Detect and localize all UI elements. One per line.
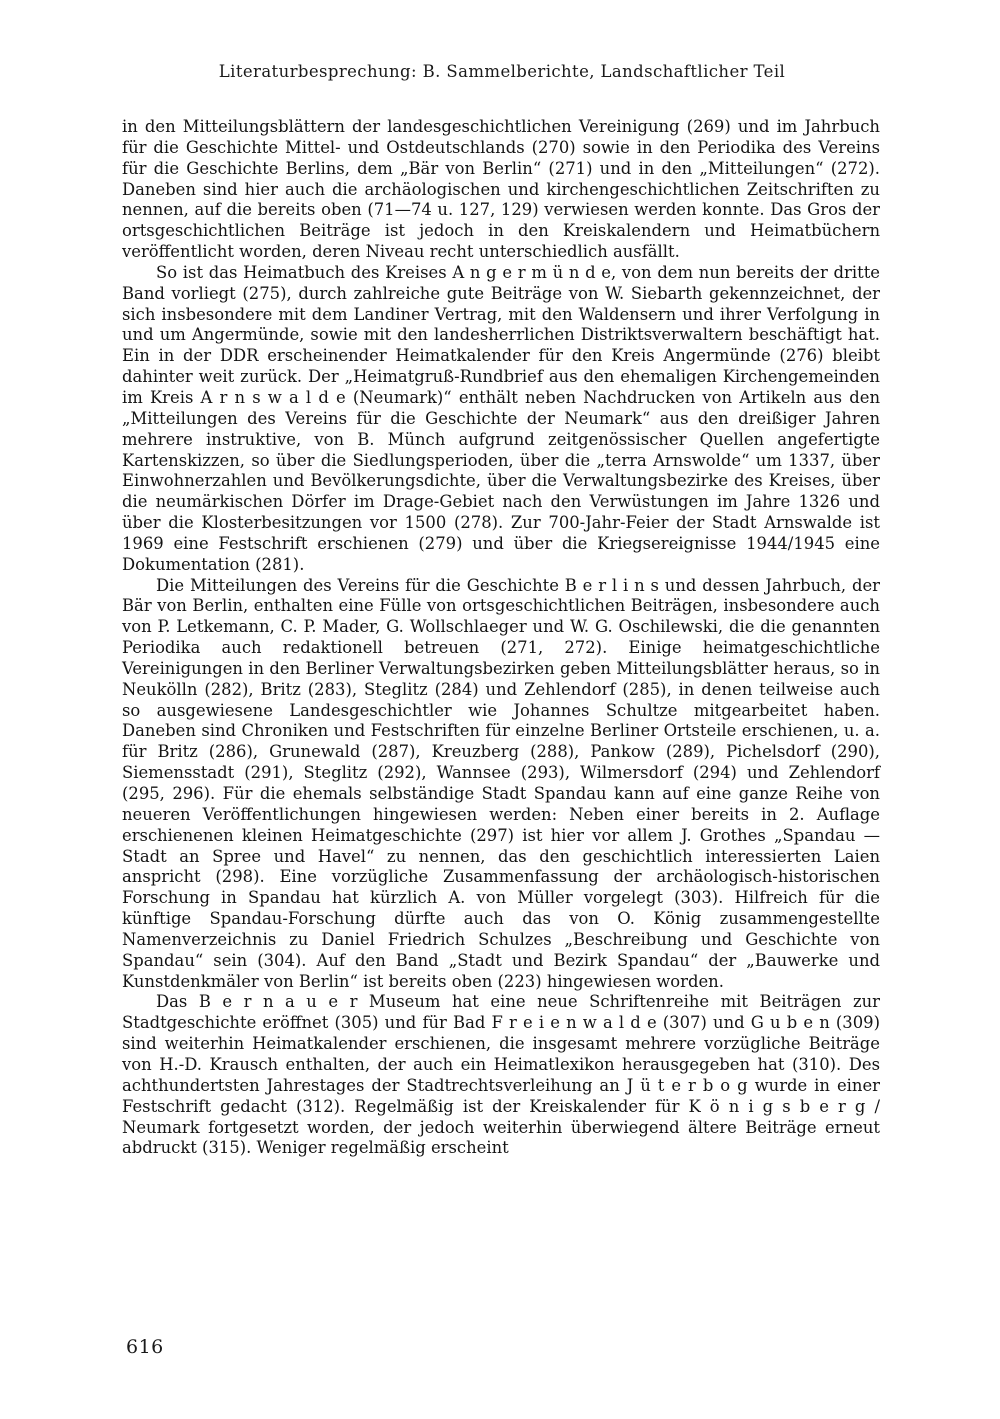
page-number: 616	[126, 1336, 164, 1358]
paragraph-continuation: in den Mitteilungsblättern der landesgeschichtlichen Vereinigung (269) und im Jahrbuch für die Geschichte Mittel- und Ostdeutschlands (270) sowie in den Periodika des Vereins für die Geschichte Berlins, dem „Bär von Berlin“ (271) und in den „Mitteilungen“ (272). Daneben sind hier auch die archäologischen und kirchengeschichtlichen Zeitschriften zu nennen, auf die bereits oben (71—74 u. 127, 129) verwiesen werden konnte. Das Gros der ortsgeschichtlichen Beiträge ist jedoch in den Kreiskalendern und Heimatbüchern veröffentlicht worden, deren Niveau recht unterschiedlich ausfällt.	[122, 117, 880, 262]
paragraph-angermuende: So ist das Heimatbuch des Kreises A n g e r m ü n d e, von dem nun bereits der dritte Band vorliegt (275), durch zahlreiche gute Beiträge von W. Siebarth gekennzeichnet, der sich insbesondere mit dem Landiner Vertrag, mit den Waldensern und ihrer Verfolgung in und um Angermünde, sowie mit den landesherrlichen Distriktsverwaltern beschäftigt hat. Ein in der DDR erscheinender Heimatkalender für den Kreis Angermünde (276) bleibt dahinter weit zurück. Der „Heimatgruß-Rundbrief aus den ehemaligen Kirchengemeinden im Kreis A r n s w a l d e (Neumark)“ enthält neben Nachdrucken von Artikeln aus den „Mitteilungen des Vereins für die Geschichte der Neumark“ aus den dreißiger Jahren mehrere instruktive, von B. Münch aufgrund zeitgenössischer Quellen angefertigte Kartenskizzen, so über die Siedlungsperioden, über die „terra Arnswolde“ um 1337, über Einwohnerzahlen und Bevölkerungsdichte, über die Verwaltungsbezirke des Kreises, über die neumärkischen Dörfer im Drage-Gebiet nach den Verwüstungen im Jahre 1326 und über die Klosterbesitzungen vor 1500 (278). Zur 700-Jahr-Feier der Stadt Arnswalde ist 1969 eine Festschrift erschienen (279) und über die Kriegsereignisse 1944/1945 eine Dokumentation (281).	[122, 262, 880, 574]
running-header: Literaturbesprechung: B. Sammelberichte, Landschaftlicher Teil	[218, 62, 786, 81]
paragraph-bernau: Das B e r n a u e r Museum hat eine neue Schriftenreihe mit Beiträgen zur Stadtgeschichte eröffnet (305) und für Bad F r e i e n w a l d e (307) und G u b e n (309) sind weiterhin Heimatkalender erschienen, die insgesamt mehrere vorzügliche Beiträge von H.-D. Krausch enthalten, der auch ein Heimatlexikon herausgegeben hat (310). Des achthundertsten Jahrestages der Stadtrechtsverleihung an J ü t e r b o g wurde in einer Festschrift gedacht (312). Regelmäßig ist der Kreiskalender für K ö n i g s b e r g / Neumark fortgesetzt worden, der jedoch weiterhin überwiegend ältere Beiträge erneut abdruckt (315). Weniger regelmäßig erscheint	[122, 992, 880, 1158]
paragraph-berlin: Die Mitteilungen des Vereins für die Geschichte B e r l i n s und dessen Jahrbuch, der Bär von Berlin, enthalten eine Fülle von ortsgeschichtlichen Beiträgen, insbesondere auch von P. Letkemann, C. P. Mader, G. Wollschlaeger und W. G. Oschilewski, die die genannten Periodika auch redaktionell betreuen (271, 272). Einige heimatgeschichtliche Vereinigungen in den Berliner Verwaltungsbezirken geben Mitteilungsblätter heraus, so in Neukölln (282), Britz (283), Steglitz (284) und Zehlendorf (285), in denen teilweise auch so ausgewiesene Landesgeschichtler wie Johannes Schultze mitgearbeitet haben. Daneben sind Chroniken und Festschriften für einzelne Berliner Ortsteile erschienen, u. a. für Britz (286), Grunewald (287), Kreuzberg (288), Pankow (289), Pichelsdorf (290), Siemensstadt (291), Steglitz (292), Wannsee (293), Wilmersdorf (294) und Zehlendorf (295, 296). Für die ehemals selbständige Stadt Spandau kann auf eine ganze Reihe von neueren Veröffentlichungen hingewiesen werden: Neben einer bereits in 2. Auflage erschienenen kleinen Heimatgeschichte (297) ist hier vor allem J. Grothes „Spandau — Stadt an Spree und Havel“ zu nennen, das den geschichtlich interessierten Laien anspricht (298). Eine vorzügliche Zusammenfassung der archäologisch-historischen Forschung in Spandau hat kürzlich A. von Müller vorgelegt (303). Hilfreich für die künftige Spandau-Forschung dürfte auch das von O. König zusammengestellte Namenverzeichnis zu Daniel Friedrich Schulzes „Beschreibung und Geschichte von Spandau“ sein (304). Auf den Band „Stadt und Bezirk Spandau“ der „Bauwerke und Kunstdenkmäler von Berlin“ ist bereits oben (223) hingewiesen worden.	[122, 575, 880, 991]
body-text	[122, 117, 880, 1159]
